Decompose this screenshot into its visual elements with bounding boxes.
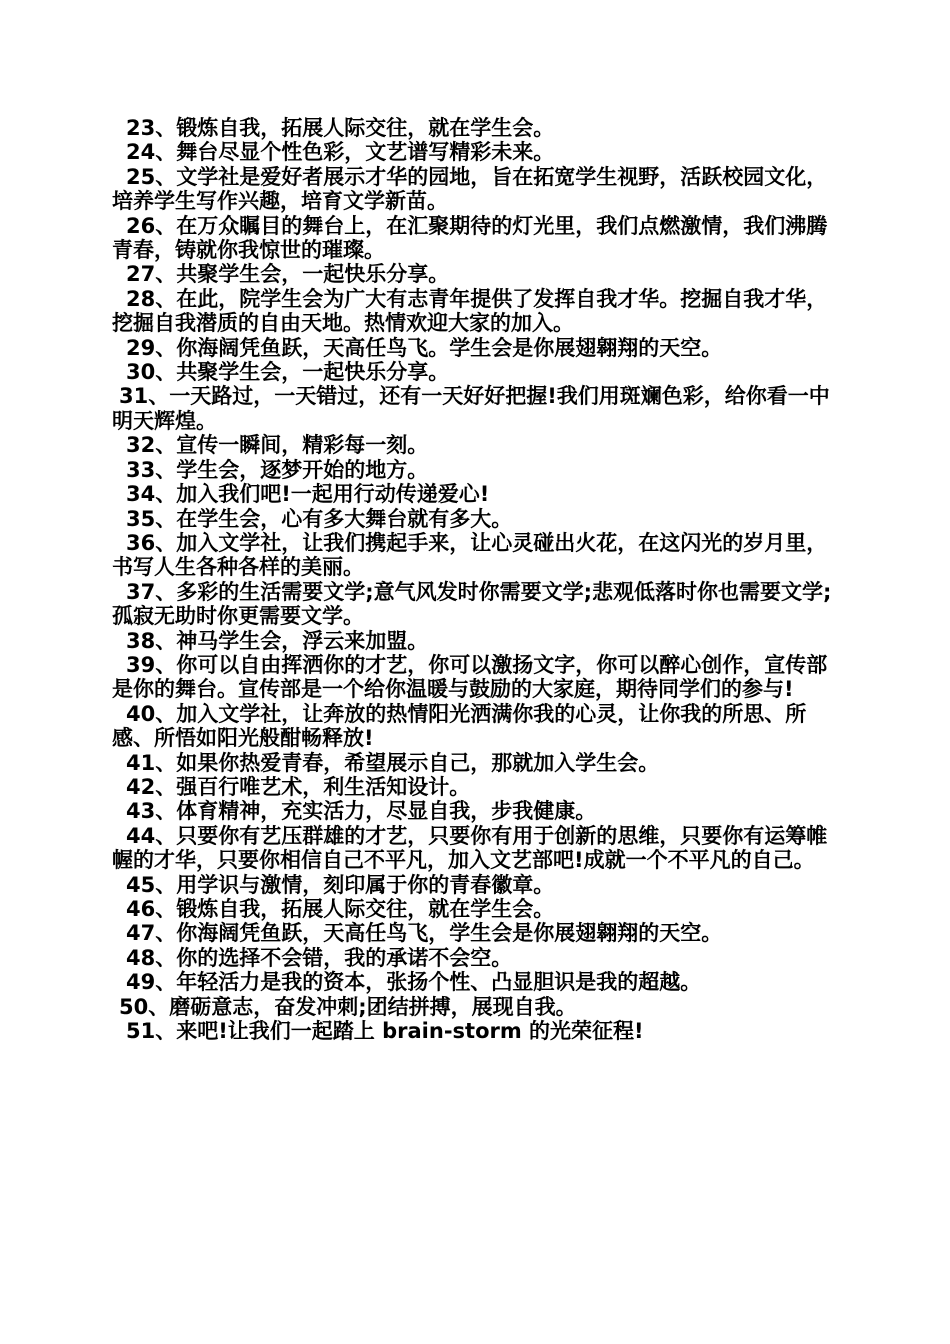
list-item: 25、文学社是爱好者展示才华的园地，旨在拓宽学生视野，活跃校园文化，培养学生写作兴趣，培育文学新苗。 <box>112 164 828 214</box>
list-item: 34、加入我们吧!一起用行动传递爱心! <box>126 482 490 507</box>
list-item: 38、神马学生会，浮云来加盟。 <box>126 628 429 653</box>
list-item: 39、你可以自由挥洒你的才艺，你可以激扬文字，你可以醉心创作，宣传部是你的舞台。宣传部是一个给你温暖与鼓励的大家庭，期待同学们的参与! <box>112 652 828 702</box>
list-item: 44、只要你有艺压群雄的才艺，只要你有用于创新的思维，只要你有运筹帷幄的才华，只要你相信自己不平凡，加入文艺部吧!成就一个不平凡的自己。 <box>112 823 828 873</box>
list-item: 50、磨砺意志，奋发冲刺;团结拼搏，展现自我。 <box>119 994 577 1019</box>
list-item: 46、锻炼自我，拓展人际交往，就在学生会。 <box>126 897 555 921</box>
list-item: 28、在此，院学生会为广大有志青年提供了发挥自我才华。挖掘自我才华，挖掘自我潜质的自由天地。热情欢迎大家的加入。 <box>112 286 828 336</box>
list-item: 35、在学生会，心有多大舞台就有多大。 <box>126 506 513 531</box>
list-item: 47、你海阔凭鱼跃，天高任鸟飞，学生会是你展翅翱翔的天空。 <box>126 921 723 946</box>
list-item: 49、年轻活力是我的资本，张扬个性、凸显胆识是我的超越。 <box>126 970 702 995</box>
list-item: 27、共聚学生会，一起快乐分享。 <box>126 262 450 287</box>
list-item: 33、学生会，逐梦开始的地方。 <box>126 457 429 482</box>
list-item: 51、来吧!让我们一起踏上 brain-storm 的光荣征程! <box>126 1019 644 1044</box>
list-item: 32、宣传一瞬间，精彩每一刻。 <box>126 433 429 458</box>
list-item: 45、用学识与激情，刻印属于你的青春徽章。 <box>126 872 555 897</box>
list-item: 31、一天路过，一天错过，还有一天好好把握!我们用斑斓色彩，给你看一中明天辉煌。 <box>112 384 830 433</box>
list-item: 30、共聚学生会，一起快乐分享。 <box>126 360 450 385</box>
list-item: 36、加入文学社，让我们携起手来，让心灵碰出火花，在这闪光的岁月里，书写人生各种各样的美丽。 <box>112 530 828 580</box>
list-item: 23、锻炼自我，拓展人际交往，就在学生会。 <box>126 116 555 140</box>
list-item: 29、你海阔凭鱼跃，天高任鸟飞。学生会是你展翅翱翔的天空。 <box>126 335 723 360</box>
document-body <box>112 116 842 1043</box>
list-item: 43、体育精神，充实活力，尽显自我，步我健康。 <box>126 799 597 824</box>
list-item: 24、舞台尽显个性色彩，文艺谱写精彩未来。 <box>126 140 555 165</box>
list-item: 48、你的选择不会错，我的承诺不会空。 <box>126 945 513 970</box>
list-item: 37、多彩的生活需要文学;意气风发时你需要文学;悲观低落时你也需要文学;孤寂无助时你更需要文学。 <box>112 579 832 629</box>
list-item: 41、如果你热爱青春，希望展示自己，那就加入学生会。 <box>126 750 660 775</box>
list-item: 42、强百行唯艺术，利生活知设计。 <box>126 774 471 799</box>
list-item: 40、加入文学社，让奔放的热情阳光洒满你我的心灵，让你我的所思、所感、所悟如阳光般酣畅释放! <box>112 701 807 751</box>
list-item: 26、在万众瞩目的舞台上，在汇聚期待的灯光里，我们点燃激情，我们沸腾青春，铸就你我惊世的璀璨。 <box>112 213 828 263</box>
